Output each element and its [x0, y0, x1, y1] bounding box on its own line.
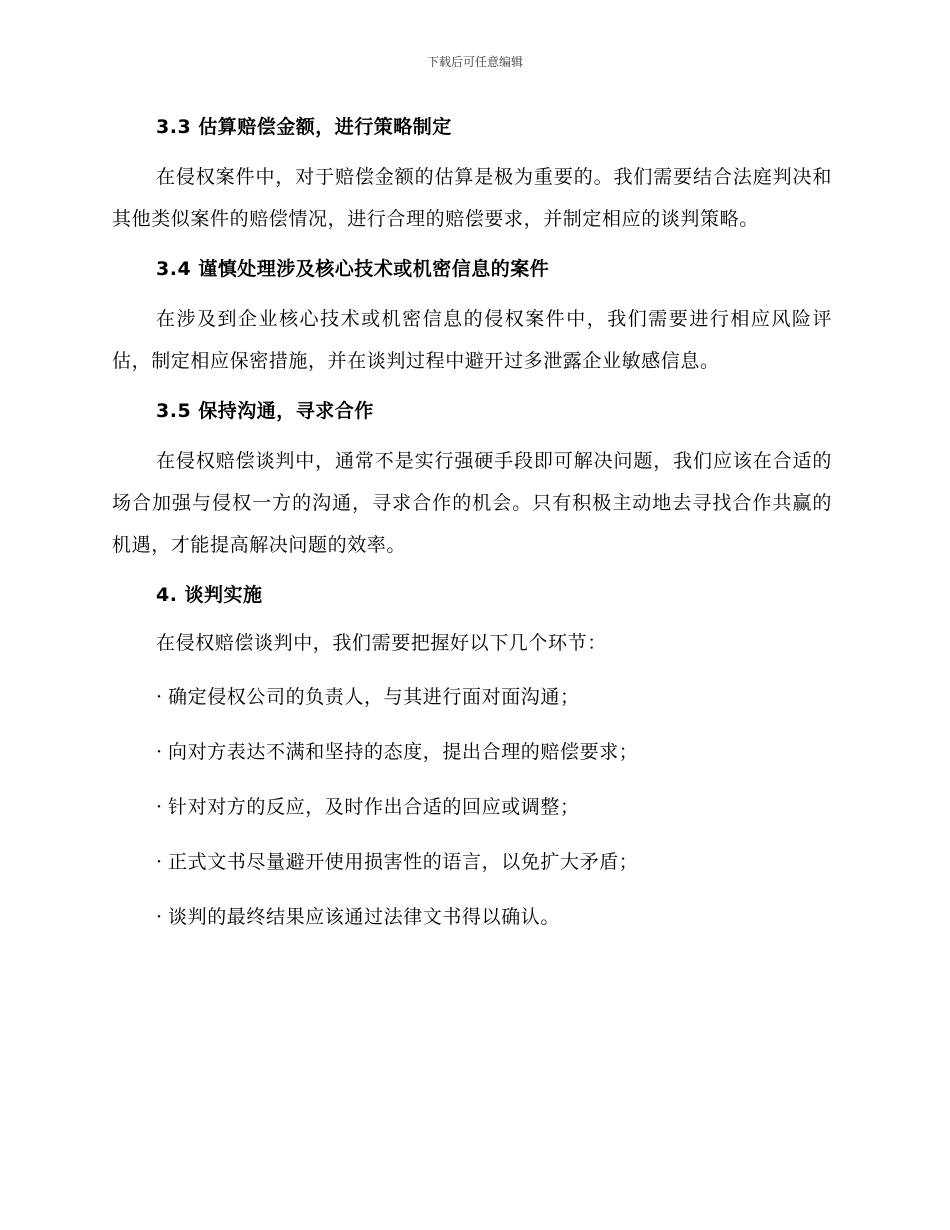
bullet-mark: ·	[156, 796, 163, 818]
bullet-list	[112, 678, 832, 936]
list-item-text: 正式文书尽量避开使用损害性的语言，以免扩大矛盾；	[168, 851, 639, 873]
bullet-mark: ·	[156, 906, 163, 928]
list-item-text: 确定侵权公司的负责人，与其进行面对面沟通；	[168, 686, 580, 708]
section-4-intro: 在侵权赔偿谈判中，我们需要把握好以下几个环节：	[156, 632, 607, 654]
list-item-text: 针对对方的反应，及时作出合适的回应或调整；	[168, 796, 580, 818]
section-paragraph-3-4: 在涉及到企业核心技术或机密信息的侵权案件中，我们需要进行相应风险评估，制定相应保密措施，并在谈判过程中避开过多泄露企业敏感信息。	[112, 308, 832, 372]
list-item	[156, 788, 832, 826]
list-item	[156, 843, 832, 881]
section-paragraph-3-5: 在侵权赔偿谈判中，通常不是实行强硬手段即可解决问题，我们应该在合适的场合加强与侵权一方的沟通，寻求合作的机会。只有积极主动地去寻找合作共赢的机遇，才能提高解决问题的效率。	[112, 450, 832, 556]
list-item	[156, 898, 832, 936]
document-body	[112, 108, 832, 953]
section-paragraph-3-3: 在侵权案件中，对于赔偿金额的估算是极为重要的。我们需要结合法庭判决和其他类似案件的赔偿情况，进行合理的赔偿要求，并制定相应的谈判策略。	[112, 166, 832, 230]
page-header: 下载后可任意编辑	[426, 55, 523, 69]
section-heading-3-4: 3.4 谨慎处理涉及核心技术或机密信息的案件	[156, 258, 550, 280]
section-heading-3-3: 3.3 估算赔偿金额，进行策略制定	[156, 116, 452, 138]
bullet-mark: ·	[156, 741, 163, 763]
bullet-mark: ·	[156, 851, 163, 873]
list-item	[156, 678, 832, 716]
list-item-text: 谈判的最终结果应该通过法律文书得以确认。	[168, 906, 561, 928]
section-heading-4: 4. 谈判实施	[156, 584, 263, 606]
section-heading-3-5: 3.5 保持沟通，寻求合作	[156, 400, 374, 422]
list-item-text: 向对方表达不满和坚持的态度，提出合理的赔偿要求；	[168, 741, 639, 763]
bullet-mark: ·	[156, 686, 163, 708]
list-item	[156, 733, 832, 771]
